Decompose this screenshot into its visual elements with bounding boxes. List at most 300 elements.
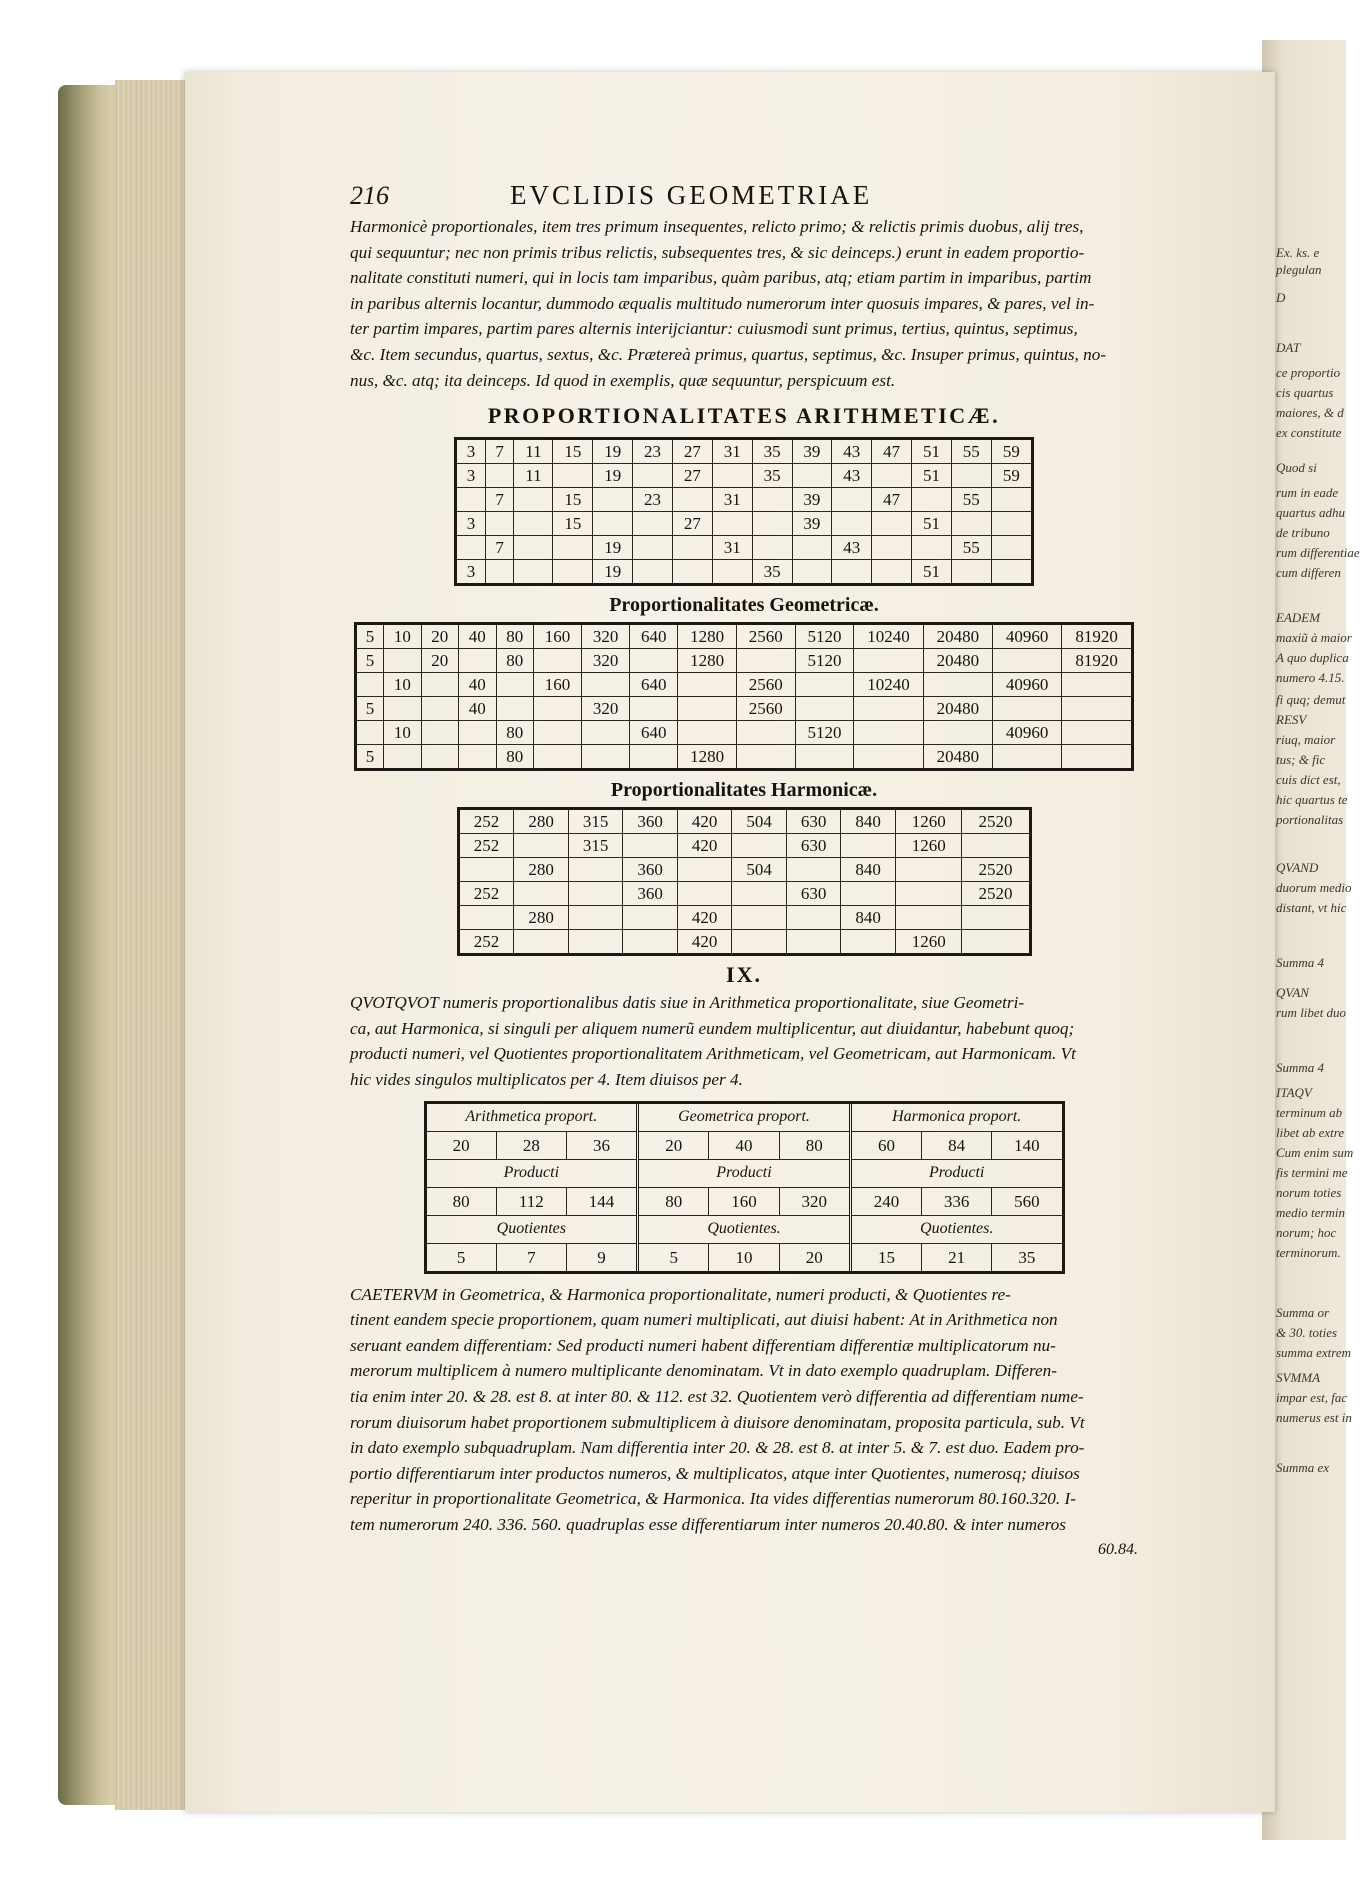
table-cell — [593, 488, 633, 512]
text-line: in dato exemplo subquadruplam. Nam differentia inter 20. & 28. est 8. at inter 5. & 7. est duo. Eadem pro- — [350, 1438, 1085, 1458]
text-line: CAETERVM in Geometrica, & Harmonica proportionalitate, numeri producti, & Quotientes re- — [350, 1284, 1011, 1304]
example-values — [852, 1244, 1062, 1271]
table-cell: 504 — [732, 858, 787, 882]
table-cell: 27 — [672, 439, 712, 464]
table-cell — [832, 560, 872, 585]
harmonic-heading: Proportionalitates Harmonicæ. — [610, 779, 878, 802]
table-cell — [993, 745, 1062, 770]
table-cell: 640 — [630, 624, 678, 649]
table-cell: 35 — [752, 439, 792, 464]
table-cell: 51 — [912, 464, 952, 488]
example-value: 35 — [1018, 1247, 1036, 1267]
table-cell: 23 — [633, 488, 673, 512]
table-cell: 504 — [732, 809, 787, 834]
table-cell — [1062, 697, 1133, 721]
geometric-heading: Proportionalitates Geometricæ. — [609, 594, 879, 617]
facing-page-text: & 30. toties — [1276, 1325, 1338, 1340]
table-cell: 15 — [553, 512, 593, 536]
table-cell: 59 — [991, 439, 1032, 464]
table-cell — [792, 560, 832, 585]
text-line: ter partim impares, partim pares alternis interijciantur: cuiusmodi sunt primus, tertius, quintus, septimus, — [350, 319, 1078, 339]
example-label: Harmonica proport. — [852, 1104, 1062, 1132]
table-cell — [533, 649, 581, 673]
example-label: Producti — [427, 1160, 637, 1188]
example-values — [427, 1132, 637, 1160]
table-cell — [568, 858, 623, 882]
facing-page-text: A quo duplica — [1276, 650, 1349, 665]
running-title: EVCLIDIS GEOMETRIAE — [510, 180, 873, 210]
table-cell: 55 — [951, 536, 991, 560]
example-value: 144 — [588, 1191, 615, 1211]
proposition-text — [350, 990, 1138, 1092]
facing-page-text: terminum ab — [1276, 1105, 1343, 1120]
table-cell — [951, 512, 991, 536]
table-cell: 81920 — [1062, 649, 1133, 673]
text-line: QVOTQVOT numeris proportionalibus datis siue in Arithmetica proportionalitate, siue Geometri- — [350, 993, 1025, 1013]
table-cell — [752, 488, 792, 512]
facing-page-text: ITAQV — [1276, 1085, 1312, 1100]
table-cell — [912, 488, 952, 512]
example-values — [852, 1188, 1062, 1216]
table-cell — [672, 488, 712, 512]
table-cell — [912, 536, 952, 560]
table-cell: 1260 — [895, 834, 962, 858]
intro-paragraph — [350, 214, 1138, 393]
table-cell: 315 — [568, 834, 623, 858]
table-cell — [792, 536, 832, 560]
table-cell — [752, 512, 792, 536]
table-cell: 80 — [496, 624, 533, 649]
example-value: 60 — [852, 1132, 922, 1159]
facing-page-text: Summa or — [1276, 1305, 1330, 1320]
facing-page-text: fis termini me — [1276, 1165, 1348, 1180]
table-cell — [568, 930, 623, 955]
table-cell — [630, 697, 678, 721]
text-line: &c. Item secundus, quartus, sextus, &c. Prætereà primus, quartus, septimus, &c. Insuper primus, quintus, no- — [350, 344, 1107, 364]
table-cell — [553, 536, 593, 560]
example-values — [427, 1188, 637, 1216]
table-cell: 160 — [533, 624, 581, 649]
table-cell — [459, 745, 496, 770]
facing-page-text: distant, vt hic — [1276, 900, 1347, 915]
facing-page-text: D — [1276, 290, 1286, 305]
table-cell — [872, 512, 912, 536]
table-cell: 20480 — [923, 624, 992, 649]
facing-page-text: de tribuno — [1276, 525, 1330, 540]
table-cell: 7 — [485, 488, 514, 512]
table-row — [456, 464, 1033, 488]
table-cell — [732, 906, 787, 930]
facing-page-text: DAT — [1276, 340, 1301, 355]
table-cell: 11 — [514, 464, 553, 488]
table-cell: 5 — [356, 624, 384, 649]
table-cell: 840 — [841, 906, 896, 930]
table-cell: 10 — [384, 673, 421, 697]
example-value: 336 — [922, 1188, 992, 1215]
table-cell: 252 — [458, 930, 514, 955]
text-line: in paribus alternis locantur, dummodo æqualis multitudo numerorum inter quosuis impares, & pares, vel in- — [350, 293, 1095, 313]
table-cell — [991, 536, 1032, 560]
table-row — [356, 721, 1133, 745]
example-value: 7 — [497, 1244, 567, 1271]
example-label: Arithmetica proport. — [427, 1104, 637, 1132]
table-cell: 39 — [792, 488, 832, 512]
table-cell — [841, 882, 896, 906]
example-value: 320 — [801, 1191, 827, 1211]
example-label: Quotientes. — [639, 1216, 849, 1244]
table-cell — [841, 834, 896, 858]
table-cell: 59 — [991, 464, 1032, 488]
table-cell — [678, 673, 737, 697]
facing-page-text: quartus adhu — [1276, 505, 1345, 520]
table-row — [456, 560, 1033, 585]
table-cell — [672, 560, 712, 585]
table-cell — [384, 697, 421, 721]
table-cell — [633, 536, 673, 560]
example-value: 140 — [1014, 1135, 1040, 1155]
table-cell: 320 — [582, 624, 630, 649]
facing-page-text: medio termin — [1276, 1205, 1345, 1220]
table-cell: 7 — [485, 536, 514, 560]
table-cell — [962, 906, 1030, 930]
table-cell: 252 — [458, 882, 514, 906]
table-cell: 10240 — [854, 673, 923, 697]
text-line: qui sequuntur; nec non primis tribus relictis, subsequentes tres, & sic deinceps.) erunt in eadem proportio- — [350, 242, 1085, 262]
facing-page-text: numero 4.15. — [1276, 670, 1345, 685]
table-cell: 360 — [623, 882, 678, 906]
table-row — [356, 649, 1133, 673]
table-cell — [421, 721, 458, 745]
table-row — [458, 882, 1030, 906]
example-value: 36 — [593, 1135, 611, 1155]
table-cell — [854, 649, 923, 673]
table-cell — [514, 488, 553, 512]
table-cell — [991, 560, 1032, 585]
table-cell: 5120 — [795, 624, 854, 649]
table-cell: 27 — [672, 512, 712, 536]
table-cell — [795, 697, 854, 721]
table-cell: 20480 — [923, 745, 992, 770]
table-cell: 420 — [677, 834, 732, 858]
table-cell: 7 — [485, 439, 514, 464]
example-value: 240 — [852, 1188, 922, 1215]
table-cell: 1280 — [678, 649, 737, 673]
table-cell: 10240 — [854, 624, 923, 649]
table-cell: 5120 — [795, 649, 854, 673]
table-cell — [854, 745, 923, 770]
table-cell — [677, 882, 732, 906]
table-cell — [456, 488, 486, 512]
table-cell: 3 — [456, 439, 486, 464]
table-row — [456, 512, 1033, 536]
table-cell — [459, 721, 496, 745]
table-cell: 10 — [384, 721, 421, 745]
facing-page-text: maxiũ à maior — [1276, 630, 1352, 645]
text-line: portio differentiarum inter productos numeros, & multiplicatos, atque inter Quotientes, numerosq; diuisos — [350, 1463, 1080, 1483]
example-value: 80 — [805, 1135, 823, 1155]
table-cell: 20 — [421, 649, 458, 673]
table-cell — [712, 464, 752, 488]
table-cell — [1062, 721, 1133, 745]
page-header — [350, 180, 1138, 214]
table-cell: 31 — [712, 536, 752, 560]
table-cell — [872, 464, 912, 488]
facing-page-text: norum; hoc — [1276, 1225, 1337, 1240]
table-cell: 10 — [384, 624, 421, 649]
table-cell: 19 — [593, 560, 633, 585]
table-cell: 27 — [672, 464, 712, 488]
table-cell — [514, 834, 569, 858]
facing-page-text: maiores, & d — [1276, 405, 1344, 420]
table-cell — [786, 906, 841, 930]
example-table — [424, 1101, 1065, 1274]
table-cell — [962, 834, 1030, 858]
example-value: 9 — [597, 1247, 606, 1267]
table-cell — [795, 745, 854, 770]
table-cell: 360 — [623, 858, 678, 882]
closing-paragraph — [350, 1282, 1138, 1538]
table-cell — [356, 721, 384, 745]
table-cell: 35 — [752, 464, 792, 488]
table-cell: 19 — [593, 464, 633, 488]
facing-page-text: cum differen — [1276, 565, 1341, 580]
table-cell — [384, 745, 421, 770]
facing-page-text: portionalitas — [1276, 812, 1344, 827]
table-cell — [582, 673, 630, 697]
table-cell: 3 — [456, 512, 486, 536]
table-cell — [623, 834, 678, 858]
table-cell: 20480 — [923, 649, 992, 673]
text-line: Harmonicè proportionales, item tres primum insequentes, relicto primo; & relictis primis duobus, alij tres, — [350, 217, 1084, 236]
page-edges — [115, 80, 195, 1810]
table-cell: 43 — [832, 439, 872, 464]
facing-page-text: QVAND — [1276, 860, 1319, 875]
table-cell: 1260 — [895, 809, 962, 834]
facing-page-text: Cum enim sum — [1276, 1145, 1354, 1160]
table-cell — [895, 906, 962, 930]
table-cell: 19 — [593, 536, 633, 560]
table-cell: 51 — [912, 560, 952, 585]
table-cell — [421, 673, 458, 697]
table-cell — [582, 745, 630, 770]
facing-page-text: rum libet duo — [1276, 1005, 1347, 1020]
table-cell: 640 — [630, 721, 678, 745]
table-cell — [991, 488, 1032, 512]
example-value: 160 — [709, 1188, 779, 1215]
table-cell: 320 — [582, 649, 630, 673]
page-content — [350, 180, 1138, 1559]
text-line: seruant eandem differentiam: Sed producti numeri habent differentiam differentiæ multiplicatorum nu- — [350, 1335, 1056, 1355]
table-row — [356, 745, 1133, 770]
table-cell — [459, 649, 496, 673]
table-cell — [485, 560, 514, 585]
facing-page-text: terminorum. — [1276, 1245, 1341, 1260]
table-row — [458, 906, 1030, 930]
example-values — [639, 1132, 849, 1160]
text-line: nus, &c. atq; ita deinceps. Id quod in exemplis, quæ sequuntur, perspicuum est. — [350, 370, 896, 390]
example-value: 28 — [497, 1132, 567, 1159]
table-cell — [533, 745, 581, 770]
table-row — [456, 488, 1033, 512]
facing-page-text: Ex. ks. e — [1276, 245, 1320, 260]
table-cell — [991, 512, 1032, 536]
table-cell: 280 — [514, 906, 569, 930]
table-cell — [736, 721, 795, 745]
table-cell — [421, 697, 458, 721]
text-line: ca, aut Harmonica, si singuli per aliquem numerũ eundem multiplicentur, aut diuidantur, habebunt quoq; — [350, 1018, 1075, 1038]
text-line: tem numerorum 240. 336. 560. quadruplas esse differentiarum inter numeros 20.40.80. & inter numeros — [350, 1514, 1066, 1534]
table-cell — [553, 560, 593, 585]
table-cell: 420 — [677, 906, 732, 930]
table-row — [356, 624, 1133, 649]
table-cell — [732, 882, 787, 906]
geometric-table — [354, 622, 1134, 771]
table-cell — [732, 930, 787, 955]
table-cell — [496, 673, 533, 697]
table-cell — [553, 464, 593, 488]
table-cell: 360 — [623, 809, 678, 834]
table-cell: 420 — [677, 809, 732, 834]
table-cell: 3 — [456, 560, 486, 585]
table-cell: 630 — [786, 834, 841, 858]
table-cell — [677, 858, 732, 882]
table-cell — [458, 906, 514, 930]
table-cell — [1062, 673, 1133, 697]
example-value: 80 — [639, 1188, 709, 1215]
example-value: 10 — [709, 1244, 779, 1271]
table-cell — [951, 560, 991, 585]
table-cell — [630, 745, 678, 770]
table-cell: 40 — [459, 624, 496, 649]
facing-page-text: EADEM — [1276, 610, 1321, 625]
table-cell — [533, 721, 581, 745]
table-row — [356, 673, 1133, 697]
text-line: producti numeri, vel Quotientes proportionalitatem Arithmeticam, vel Geometricam, aut Harmonicam. Vt — [350, 1044, 1076, 1064]
table-cell — [533, 697, 581, 721]
table-cell — [951, 464, 991, 488]
harmonic-table — [457, 807, 1032, 956]
text-line: tinent eandem specie proportionem, quam numeri multiplicati, aut diuisi habent: At in Arithmetica non — [350, 1310, 1058, 1330]
table-cell: 43 — [832, 536, 872, 560]
table-cell — [514, 512, 553, 536]
table-cell — [786, 858, 841, 882]
table-cell — [514, 536, 553, 560]
table-cell: 11 — [514, 439, 553, 464]
table-cell: 2520 — [962, 858, 1030, 882]
table-cell — [841, 930, 896, 955]
table-cell: 1280 — [678, 624, 737, 649]
table-cell: 1280 — [678, 745, 737, 770]
table-row — [458, 834, 1030, 858]
table-cell: 160 — [533, 673, 581, 697]
table-cell: 840 — [841, 809, 896, 834]
table-cell: 40 — [459, 697, 496, 721]
table-cell — [568, 882, 623, 906]
table-cell: 40960 — [993, 673, 1062, 697]
facing-page-text: ce proportio — [1276, 365, 1341, 380]
table-cell — [736, 745, 795, 770]
text-line: reperitur in proportionalitate Geometrica, & Harmonica. Ita vides differentias numerorum 80.160.320. I- — [350, 1489, 1076, 1509]
table-cell — [456, 536, 486, 560]
proposition-number: IX. — [726, 962, 762, 988]
text-line: rorum diuisorum habet proportionem submultiplicem à diuisore denominatam, proposita particula, sub. Vt — [350, 1412, 1085, 1432]
example-label: Quotientes. — [852, 1216, 1062, 1244]
table-cell: 80 — [496, 745, 533, 770]
table-cell: 40 — [459, 673, 496, 697]
table-cell — [832, 488, 872, 512]
table-cell: 2520 — [962, 882, 1030, 906]
table-cell: 47 — [872, 488, 912, 512]
facing-page-text: Summa 4 — [1276, 1060, 1325, 1075]
table-cell: 40960 — [993, 624, 1062, 649]
table-cell: 39 — [792, 512, 832, 536]
table-cell — [485, 464, 514, 488]
table-cell — [623, 906, 678, 930]
table-cell — [678, 721, 737, 745]
table-cell: 420 — [677, 930, 732, 955]
table-cell — [514, 930, 569, 955]
table-cell — [895, 882, 962, 906]
facing-page-text: tus; & fic — [1276, 752, 1326, 767]
table-cell: 2520 — [962, 809, 1030, 834]
example-value: 84 — [922, 1132, 992, 1159]
example-value: 112 — [497, 1188, 567, 1215]
table-cell — [485, 512, 514, 536]
table-cell — [421, 745, 458, 770]
facing-page-text: Summa 4 — [1276, 955, 1325, 970]
table-cell: 2560 — [736, 697, 795, 721]
table-cell: 51 — [912, 439, 952, 464]
table-cell: 2560 — [736, 673, 795, 697]
table-cell — [786, 930, 841, 955]
table-cell: 23 — [633, 439, 673, 464]
table-cell — [752, 536, 792, 560]
example-value: 20 — [639, 1132, 709, 1159]
page-number: 216 — [350, 181, 389, 210]
facing-page-text: impar est, fac — [1276, 1390, 1348, 1405]
table-row — [456, 536, 1033, 560]
table-row — [458, 809, 1030, 834]
table-row — [356, 697, 1133, 721]
example-value: 5 — [639, 1244, 709, 1271]
example-value: 560 — [1014, 1191, 1040, 1211]
arithmetic-heading: PROPORTIONALITATES ARITHMETICÆ. — [487, 403, 1001, 429]
table-cell — [582, 721, 630, 745]
table-cell — [792, 464, 832, 488]
example-values — [852, 1132, 1062, 1160]
facing-page-text: RESV — [1276, 712, 1307, 727]
facing-page-text: rum differentiae — [1276, 545, 1360, 560]
table-cell — [633, 464, 673, 488]
example-label: Geometrica proport. — [639, 1104, 849, 1132]
table-cell: 1260 — [895, 930, 962, 955]
table-cell: 80 — [496, 649, 533, 673]
table-row — [458, 930, 1030, 955]
catchword: 60.84. — [1098, 1541, 1138, 1559]
table-cell — [993, 697, 1062, 721]
table-cell — [633, 512, 673, 536]
table-cell: 43 — [832, 464, 872, 488]
example-box — [852, 1104, 1062, 1271]
table-cell — [732, 834, 787, 858]
facing-page-text: fi quq; demut — [1276, 692, 1346, 707]
example-label: Quotientes — [427, 1216, 637, 1244]
table-cell — [633, 560, 673, 585]
example-value: 5 — [427, 1244, 497, 1271]
facing-page-text: duorum medio — [1276, 880, 1352, 895]
table-cell — [895, 858, 962, 882]
table-cell — [458, 858, 514, 882]
